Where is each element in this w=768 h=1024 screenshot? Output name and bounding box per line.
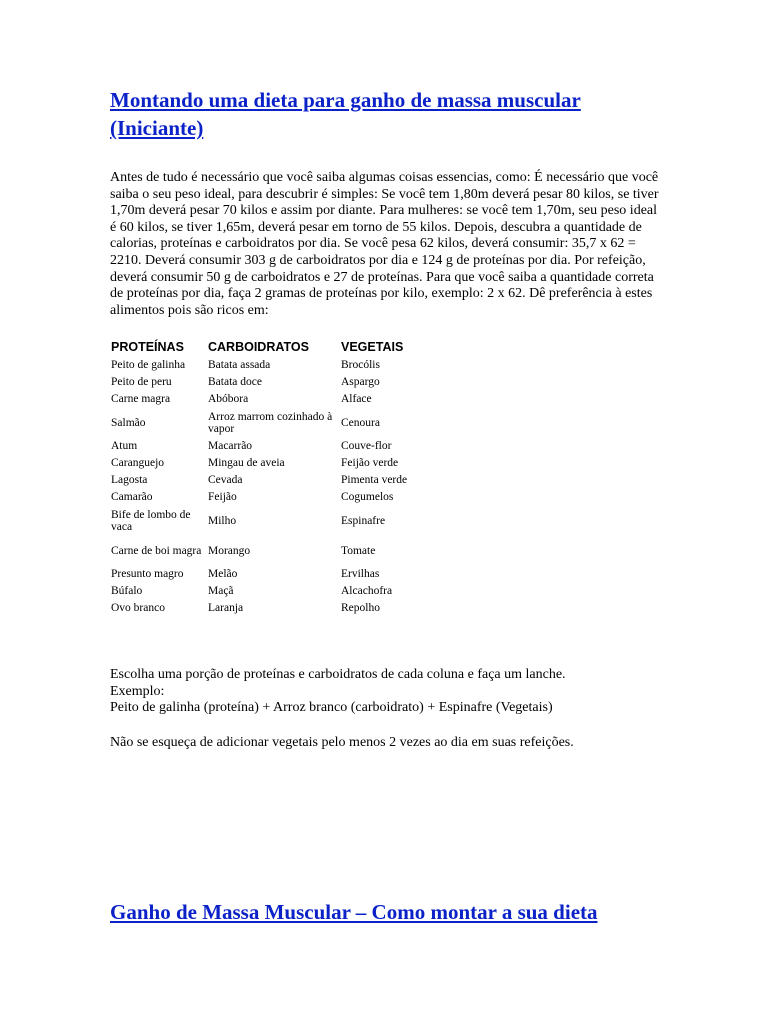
header-proteins: PROTEÍNAS (111, 339, 184, 354)
protein-cell: Peito de peru (111, 376, 172, 389)
vegetable-cell: Brocólis (341, 359, 380, 372)
vegetable-cell: Tomate (341, 544, 376, 557)
carb-cell: Morango (208, 544, 251, 557)
header-vegetables: VEGETAIS (341, 339, 404, 354)
vegetable-cell: Alface (341, 393, 372, 406)
protein-cell: Atum (111, 440, 138, 453)
protein-cell: Lagosta (111, 474, 148, 487)
table-row (108, 374, 424, 391)
protein-cell: Salmão (111, 416, 146, 429)
protein-cell: Búfalo (111, 585, 143, 598)
vegetable-cell: Alcachofra (341, 585, 393, 598)
second-article-title-link[interactable]: Ganho de Massa Muscular – Como montar a sua dieta (110, 900, 598, 924)
protein-cell: Peito de galinha (111, 359, 186, 372)
protein-cell: Camarão (111, 491, 153, 504)
table-row (108, 583, 424, 600)
carb-cell: Macarrão (208, 440, 253, 453)
header-carbs: CARBOIDRATOS (208, 339, 309, 354)
vegetable-cell: Feijão verde (341, 457, 399, 470)
table-row (108, 455, 424, 472)
foods-table (108, 337, 424, 617)
vegetable-cell: Cogumelos (341, 491, 394, 504)
protein-cell: Ovo branco (111, 602, 165, 615)
example-text: Peito de galinha (proteína) + Arroz branco (carboidrato) + Espinafre (Vegetais) (110, 700, 553, 715)
vegetable-cell: Ervilhas (341, 568, 380, 581)
table-row (108, 472, 424, 489)
carb-cell: Batata doce (208, 376, 262, 389)
vegetable-cell: Repolho (341, 602, 380, 615)
carb-cell: Maçã (208, 585, 234, 598)
protein-cell: Presunto magro (111, 568, 184, 581)
carb-cell: Mingau de aveia (208, 457, 285, 470)
vegetable-cell: Pimenta verde (341, 474, 408, 487)
table-row (108, 600, 424, 617)
table-row (108, 536, 424, 566)
carb-cell: Laranja (208, 602, 244, 615)
protein-cell: Bife de lombo de vaca (111, 508, 191, 533)
carb-cell: Batata assada (208, 359, 271, 372)
table-row (108, 357, 424, 374)
carb-cell: Cevada (208, 474, 243, 487)
vegetable-cell: Couve-flor (341, 440, 392, 453)
protein-cell: Carne de boi magra (111, 544, 202, 557)
table-row (108, 438, 424, 455)
carb-cell: Milho (208, 514, 237, 527)
table-row (108, 506, 424, 536)
vegetable-cell: Espinafre (341, 514, 386, 527)
carb-cell: Arroz marrom cozinhado à vapor (208, 410, 333, 435)
table-row (108, 391, 424, 408)
vegetable-cell: Cenoura (341, 416, 380, 429)
carb-cell: Melão (208, 568, 238, 581)
table-row (108, 408, 424, 438)
vegetables-reminder: Não se esqueça de adicionar vegetais pelo menos 2 vezes ao dia em suas refeições. (110, 735, 574, 750)
carb-cell: Abóbora (208, 393, 249, 406)
table-row (108, 566, 424, 583)
protein-cell: Caranguejo (111, 457, 165, 470)
intro-paragraph: Antes de tudo é necessário que você saiba algumas coisas essencias, como: É necessário que você saiba o seu peso ideal, para descubrir é simples: Se você tem 1,80m deverá pesar 80 kilos, se tiver 1,70m deverá pesar 70 kilos e assim por diante. Para mulheres: se você tem 1,70m, seu peso ideal é 60 kilos, se tiver 1,65m, deverá pesar em torno de 55 kilos. Depois, descubra a quantidade de calorias, proteínas e carboidratos por dia. Se você pesa 62 kilos, deverá consumir: 35,7 x 62 = 2210. Deverá consumir 303 g de carboidratos por dia e 124 g de proteínas por dia. Por refeição, deverá consumir 50 g de carboidratos e 27 de proteínas. Para que você saiba a quantidade correta de proteínas por dia, faça 2 gramas de proteínas por kilo, exemplo: 2 x 62. Dê preferência à estes alimentos pois são ricos em: (110, 170, 659, 318)
vegetable-cell: Aspargo (341, 376, 380, 389)
carb-cell: Feijão (208, 491, 237, 504)
protein-cell: Carne magra (111, 393, 171, 406)
example-label: Exemplo: (110, 684, 165, 699)
choose-instruction: Escolha uma porção de proteínas e carboidratos de cada coluna e faça um lanche. (110, 667, 566, 682)
table-header-row (108, 337, 424, 357)
article-title-link[interactable]: Montando uma dieta para ganho de massa muscular (Iniciante) (110, 88, 581, 140)
table-row (108, 489, 424, 506)
